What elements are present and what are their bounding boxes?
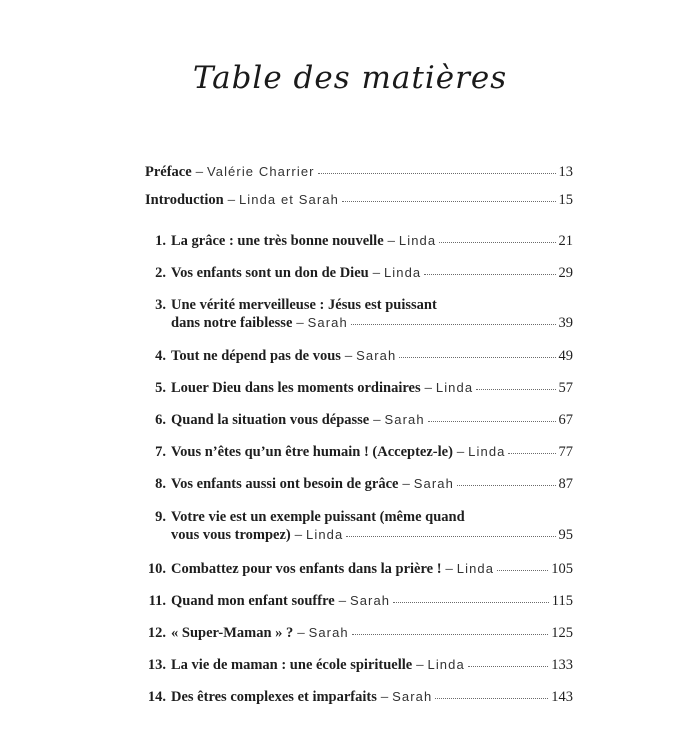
dot-leader	[468, 666, 548, 667]
chapter-title: La vie de maman : une école spirituelle	[171, 657, 413, 673]
chapter-title: Une vérité merveilleuse : Jésus est puissant	[171, 297, 437, 313]
toc-entry[interactable]	[145, 624, 573, 642]
page-number: 29	[558, 265, 573, 281]
dot-leader	[346, 536, 555, 537]
page-title: Table des matières	[192, 60, 508, 96]
dot-leader	[352, 634, 548, 635]
chapter-number: 11.	[148, 593, 166, 609]
chapter-author: Linda	[398, 233, 437, 248]
toc-entry[interactable]	[145, 560, 573, 578]
separator-dash: –	[195, 164, 203, 180]
chapter-number: 7.	[155, 444, 166, 460]
dot-leader	[439, 242, 555, 243]
chapter-number: 10.	[147, 561, 166, 577]
toc-entry[interactable]	[145, 475, 573, 493]
chapter-title: Louer Dieu dans les moments ordinaires	[171, 380, 421, 396]
chapter-author: Sarah	[308, 625, 349, 640]
separator-dash: –	[456, 444, 465, 460]
chapter-author: Linda	[456, 561, 495, 576]
chapter-title: Préface	[145, 164, 192, 180]
toc-entry[interactable]	[145, 592, 573, 610]
chapter-number: 14.	[147, 689, 166, 705]
page-number: 95	[558, 527, 573, 543]
dot-leader	[508, 453, 555, 454]
dot-leader	[457, 485, 556, 486]
page-number: 57	[558, 380, 573, 396]
dot-leader	[342, 201, 556, 202]
toc-entry[interactable]	[145, 656, 573, 674]
chapter-author: Valérie Charrier	[206, 164, 315, 179]
chapter-title: Quand la situation vous dépasse	[171, 412, 370, 428]
page-number: 13	[558, 164, 573, 180]
toc-entry[interactable]	[145, 411, 573, 429]
chapter-number: 8.	[155, 476, 166, 492]
page-number: 105	[551, 561, 573, 577]
separator-dash: –	[294, 527, 303, 543]
chapter-author: Sarah	[384, 412, 425, 427]
chapter-author: Sarah	[392, 689, 433, 704]
chapter-number: 6.	[155, 412, 166, 428]
chapter-title: Vous n’êtes qu’un être humain ! (Acceptez-le)	[171, 444, 453, 460]
chapter-title: Des êtres complexes et imparfaits	[171, 689, 377, 705]
chapter-author: Linda et Sarah	[238, 192, 339, 207]
separator-dash: –	[296, 315, 304, 331]
toc-entry[interactable]	[145, 232, 573, 250]
toc-entry[interactable]	[145, 296, 573, 332]
page-number: 21	[558, 233, 573, 249]
separator-dash: –	[380, 689, 389, 705]
page-number: 133	[551, 657, 573, 673]
toc-entry[interactable]	[145, 688, 573, 706]
separator-dash: –	[344, 348, 353, 364]
page-number: 77	[558, 444, 573, 460]
page-number: 143	[551, 689, 573, 705]
separator-dash: –	[338, 593, 346, 609]
chapter-title: Introduction	[145, 192, 224, 208]
chapter-author: Sarah	[413, 476, 454, 491]
separator-dash: –	[387, 233, 395, 249]
toc-entry[interactable]	[145, 163, 573, 181]
chapter-number: 1.	[155, 233, 166, 249]
separator-dash: –	[297, 625, 305, 641]
dot-leader	[393, 602, 549, 603]
chapter-number: 5.	[155, 380, 166, 396]
page-number: 87	[558, 476, 573, 492]
separator-dash: –	[372, 265, 380, 281]
chapter-author: Linda	[468, 444, 506, 459]
dot-leader	[435, 698, 548, 699]
dot-leader	[318, 173, 556, 174]
separator-dash: –	[416, 657, 424, 673]
chapter-author: Linda	[306, 527, 344, 542]
chapter-title: Tout ne dépend pas de vous	[171, 348, 341, 364]
toc-entry[interactable]	[145, 443, 573, 461]
toc-entry[interactable]	[145, 379, 573, 397]
dot-leader	[399, 357, 555, 358]
chapter-title: « Super-Maman » ?	[171, 625, 294, 641]
toc-entry[interactable]	[145, 191, 573, 209]
page-number: 67	[558, 412, 573, 428]
chapter-title: La grâce : une très bonne nouvelle	[171, 233, 384, 249]
chapter-number: 9.	[155, 509, 166, 525]
dot-leader	[351, 324, 556, 325]
chapter-title: Vos enfants aussi ont besoin de grâce	[171, 476, 399, 492]
page-number: 39	[558, 315, 573, 331]
toc-entry[interactable]	[145, 264, 573, 282]
dot-leader	[497, 570, 548, 571]
toc-entry[interactable]	[145, 508, 573, 544]
page-number: 15	[558, 192, 573, 208]
chapter-title-continued: vous vous trompez)	[171, 527, 291, 543]
chapter-title: Vos enfants sont un don de Dieu	[171, 265, 369, 281]
chapter-title-continued: dans notre faiblesse	[171, 315, 293, 331]
chapter-number: 12.	[147, 625, 166, 641]
dot-leader	[476, 389, 555, 390]
separator-dash: –	[424, 380, 432, 396]
chapter-title: Votre vie est un exemple puissant (même quand	[171, 509, 465, 525]
chapter-author: Linda	[427, 657, 465, 672]
chapter-author: Sarah	[356, 348, 397, 363]
page-number: 49	[558, 348, 573, 364]
chapter-author: Linda	[435, 380, 474, 395]
toc-entry[interactable]	[145, 347, 573, 365]
chapter-title: Combattez pour vos enfants dans la prière !	[171, 561, 442, 577]
separator-dash: –	[402, 476, 410, 492]
chapter-author: Sarah	[307, 315, 348, 330]
dot-leader	[428, 421, 556, 422]
dot-leader	[424, 274, 555, 275]
chapter-title: Quand mon enfant souffre	[171, 593, 335, 609]
chapter-author: Sarah	[349, 593, 391, 608]
chapter-number: 13.	[147, 657, 166, 673]
separator-dash: –	[227, 192, 235, 208]
separator-dash: –	[373, 412, 381, 428]
chapter-number: 4.	[155, 348, 166, 364]
separator-dash: –	[445, 561, 453, 577]
page-number: 125	[551, 625, 573, 641]
page-number: 115	[551, 593, 573, 609]
chapter-number: 2.	[155, 265, 166, 281]
chapter-author: Linda	[383, 265, 422, 280]
chapter-number: 3.	[155, 297, 166, 313]
